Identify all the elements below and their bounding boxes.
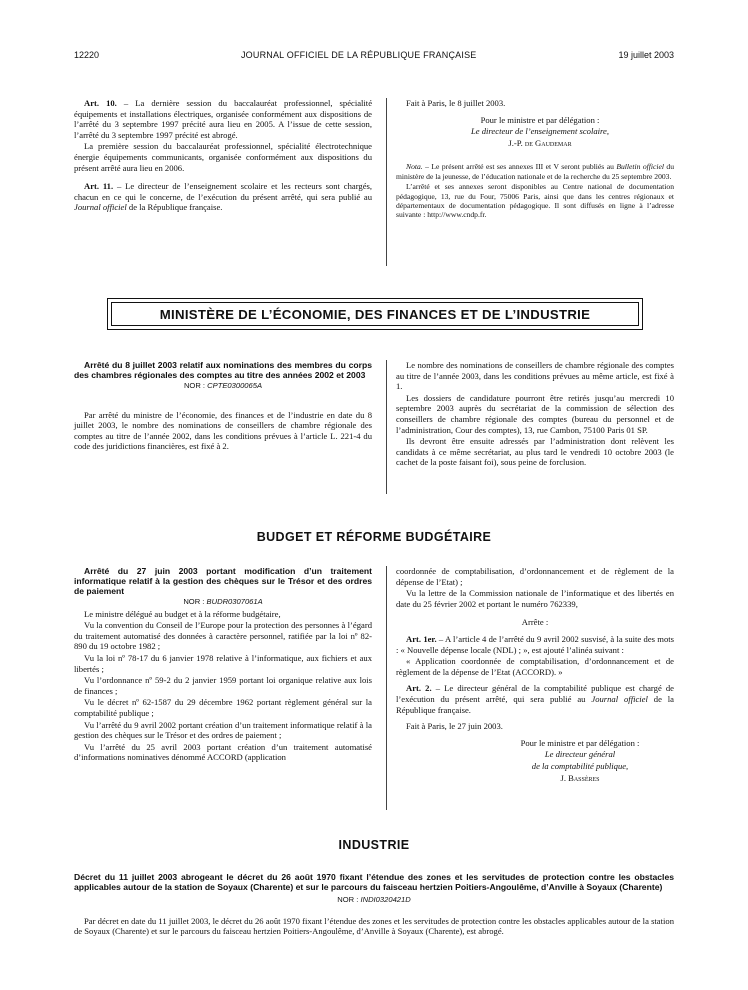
arrete2-line-3: Vu la loi nº 78-17 du 6 janvier 1978 relative à l’informatique, aux fichiers et aux libertés ; [74, 652, 372, 674]
arrete2-right-p2: Vu la lettre de la Commission nationale de l’informatique et des libertés en date du 25 février 2002 et portant le numéro 762339, [396, 588, 674, 609]
nota-paragraph-2: L’arrêté et ses annexes seront disponibles au Centre national de documentation pédagogique, 13, rue du Four, 75006 Paris, ainsi que dans les centres régionaux et départementaux de documentation pédagogique. Il sont diffusés en ligne à l’adresse suivante : http://www.cndp.fr. [396, 182, 674, 220]
nor-code: BUDR0307061A [206, 597, 263, 606]
art10-paragraph: Art. 10. – La dernière session du baccalauréat professionnel, spécialité équipements et installations électriques, organisée conformément aux dispositions de l’arrêté du 3 septembre 1997 précité aura lieu en 2005. A l’issue de cette session, l’arrêté du 3 septembre 1997 précité est abrogé. [74, 98, 373, 140]
art1-label: Art. 1er. [406, 633, 437, 644]
header-date: 19 juillet 2003 [618, 50, 674, 60]
nota-text-a: Le présent arrêté est ses annexes III et V seront publiés au [431, 162, 617, 172]
fait-line: Fait à Paris, le 8 juillet 2003. [406, 98, 506, 108]
ministry-title-box [107, 298, 643, 330]
page-header [74, 50, 674, 64]
arrete1-right-p1: Le nombre des nominations de conseillers de chambre régionale des comptes au titre de l’année 2003, dans les conditions prévues au même article, est fixé à 1. [396, 360, 674, 392]
arrete1-paragraph: Par arrêté du ministre de l’économie, des finances et de l’industrie en date du 8 juillet 2003, le nombre des nominations de conseillers de chambre régionale des comptes au titre de l’année 2002, dans les conditions prévues à l’article L. 221-4 du code des juridictions financières, est fixé à 2. [74, 409, 372, 452]
nota-label: Nota. [406, 162, 423, 172]
decret-title: Décret du 11 juillet 2003 abrogeant le décret du 26 août 1970 fixant l’étendue des zones et les servitudes de protection contre les obstacles applicables autour de la station de Soyaux (Charente) et sur le parcours du faisceau hertzien Poitiers-Angoulême, d’Anville à Soyaux (Charente) [74, 872, 674, 892]
nor-label: NOR : [183, 597, 207, 606]
arrete1-nor [74, 381, 372, 392]
art2-jo: Journal officiel [591, 693, 648, 704]
column-separator [386, 98, 387, 266]
art10-paragraph-2: La première session du baccalauréat professionnel, spécialité électrotechnique énergie équipements communicants, organisée conformément aux dispositions du présent arrêté aura lieu en 2006. [74, 141, 372, 173]
arrete2-fait: Fait à Paris, le 27 juin 2003. [406, 721, 503, 732]
journal-title: JOURNAL OFFICIEL DE LA RÉPUBLIQUE FRANÇAISE [240, 50, 477, 60]
arrete2-right-column [396, 566, 674, 784]
arrete2-art1-quote: « Application coordonnée de comptabilisation, d’ordonnancement et de règlement de la dépense de l’Etat (ACCORD). » [396, 656, 674, 677]
arrete2-role-1: Le directeur général [544, 749, 616, 760]
art11-label: Art. 11. [84, 181, 114, 192]
arrete-heading: Arrête : [521, 617, 549, 628]
section-budget-title: BUDGET ET RÉFORME BUDGÉTAIRE [256, 530, 492, 544]
arrete2-line-1: Le ministre délégué au budget et à la réforme budgétaire, [84, 608, 281, 619]
arrete1-right-p3: Ils devront être ensuite adressés par l’administration dont relèvent les candidats à ce même secrétariat, au plus tard le vendredi 10 octobre 2003 (le cachet de la poste faisant foi), sous peine de forclusion. [396, 436, 674, 468]
top-right-column [396, 98, 674, 221]
arrete2-title: Arrêté du 27 juin 2003 portant modification d’un traitement informatique relatif à la gestion des chèques sur le Trésor et des ordres de paiement [74, 566, 372, 596]
section-industrie-title: INDUSTRIE [338, 838, 410, 852]
arrete2-art2: Art. 2. – Le directeur général de la comptabilité publique est chargé de l’exécution du présent arrêté, qui sera publié au Journal officiel de la République française. [396, 683, 674, 715]
art11-paragraph: Art. 11. – Le directeur de l’enseignement scolaire et les recteurs sont chargés, chacun en ce qui le concerne, de l’exécution du présent arrêté, qui sera publié au Journal officiel de la République française. [74, 181, 373, 213]
arrete2-right-p1: coordonnée de comptabilisation, d’ordonnancement et de règlement de la dépense de l’Etat) ; [396, 566, 674, 587]
arrete1-right-p2: Les dossiers de candidature pourront être retirés jusqu’au mercredi 10 septembre 2003 auprès du secrétariat de la commission de sélection des conseillers de chambre régionale des comptes (bureau du personnel et de l’administration, Cour des comptes), 13, rue Cambon, 75100 Paris 01 SP. [396, 392, 674, 435]
arrete2-line-5: Vu le décret nº 62-1587 du 29 décembre 1962 portant règlement général sur la comptabilité publique ; [74, 697, 372, 718]
arrete1-left-column [74, 360, 372, 453]
art2-text-b: de la République française. [396, 693, 674, 715]
nor-code: INDI0320421D [360, 895, 411, 904]
art11-text-a: Le directeur de l’enseignement scolaire et les recteurs sont chargés, chacun en ce qui le concerne, de l’exécution du présent arrêté, qui sera publié au [74, 181, 373, 202]
arrete2-delegation: Pour le ministre et par délégation : [520, 737, 640, 748]
nor-label: NOR : [183, 381, 208, 390]
column-separator [386, 360, 387, 494]
signatory-role: Le directeur de l’enseignement scolaire, [470, 126, 610, 137]
delegation-line: Pour le ministre et par délégation : [480, 114, 600, 125]
page-number: 12220 [74, 50, 100, 60]
nota-block [396, 162, 674, 219]
signatory-name: J.-P. de Gaudemar [508, 137, 572, 148]
arrete2-role-2: de la comptabilité publique, [531, 760, 629, 771]
arrete2-art1: Art. 1er. – A l’article 4 de l’arrêté du 9 avril 2002 susvisé, à la suite des mots : « Nouvelle dépense locale (NDL) ; », est ajouté l’alinéa suivant : [396, 633, 674, 655]
art1-text: A l’article 4 de l’arrêté du 9 avril 2002 susvisé, à la suite des mots : « Nouvelle dépense locale (NDL) ; », est ajouté l’alinéa suivant : [396, 633, 674, 655]
arrete2-line-6: Vu l’arrêté du 9 avril 2002 portant création d’un traitement informatique relatif à la gestion des chèques sur le Trésor et des ordres de paiement ; [74, 719, 372, 741]
art10-label: Art. 10. [84, 98, 117, 108]
arrete2-line-4: Vu l’ordonnance nº 59-2 du 2 janvier 1959 portant loi organique relative aux lois de finances ; [74, 675, 372, 696]
arrete2-line-7: Vu l’arrêté du 25 avril 2003 portant création d’un traitement automatisé d’informations nominatives dénommé ACCORD (application [74, 741, 372, 763]
nor-label: NOR : [337, 895, 361, 904]
art2-label: Art. 2. [406, 683, 432, 694]
column-separator [386, 566, 387, 810]
decret-paragraph: Par décret en date du 11 juillet 2003, le décret du 26 août 1970 fixant l’étendue des zones et les servitudes de protection contre les obstacles applicables autour de la station de Soyaux (Charente) et sur le parcours du faisceau hertzien Poitiers-Angoulême, d’Anville à Soyaux (Charente), est abrogé. [74, 915, 674, 937]
arrete1-right-column [396, 360, 674, 469]
art10-text: La dernière session du baccalauréat professionnel, spécialité équipements et installations électriques, organisée conformément aux dispositions de l’arrêté du 3 septembre 1997 précité aura lieu en 2005. A l’issue de cette session, l’arrêté du 3 septembre 1997 précité est abrogé. [74, 98, 373, 140]
nota-paragraph: Nota. – Le présent arrêté est ses annexes III et V seront publiés au Bulletin officiel du ministère de la jeunesse, de l’éducation nationale et de la recherche du 25 septembre 2003. [396, 162, 675, 181]
decret-nor [74, 895, 674, 906]
nota-text-b: du ministère de la jeunesse, de l’éducation nationale et de la recherche du 25 septembre 2003. [396, 162, 675, 181]
arrete2-line-2: Vu la convention du Conseil de l’Europe pour la protection des personnes à l’égard du traitement automatisé des données à caractère personnel, ratifiée par la loi nº 82-890 du 19 octobre 1982 ; [74, 620, 372, 652]
art11-text-b: de la République française. [126, 202, 223, 213]
ministry-title: MINISTÈRE DE L’ÉCONOMIE, DES FINANCES ET DE L’INDUSTRIE [159, 306, 591, 322]
art11-jo: Journal officiel [74, 202, 127, 213]
arrete2-left-column [74, 566, 372, 764]
nor-code: CPTE0300065A [207, 381, 263, 390]
arrete1-title: Arrêté du 8 juillet 2003 relatif aux nominations des membres du corps des chambres régionales des comptes au titre des années 2002 et 2003 [74, 360, 372, 380]
top-left-column [74, 98, 372, 214]
arrete2-signatory-name: J. Bassères [560, 772, 600, 783]
decret-block [74, 872, 674, 937]
nota-bo: Bulletin officiel [616, 162, 664, 172]
art2-text-a: Le directeur général de la comptabilité publique est chargé de l’exécution du présent arrêté, qui sera publié au [396, 683, 674, 704]
arrete2-nor [74, 597, 372, 608]
